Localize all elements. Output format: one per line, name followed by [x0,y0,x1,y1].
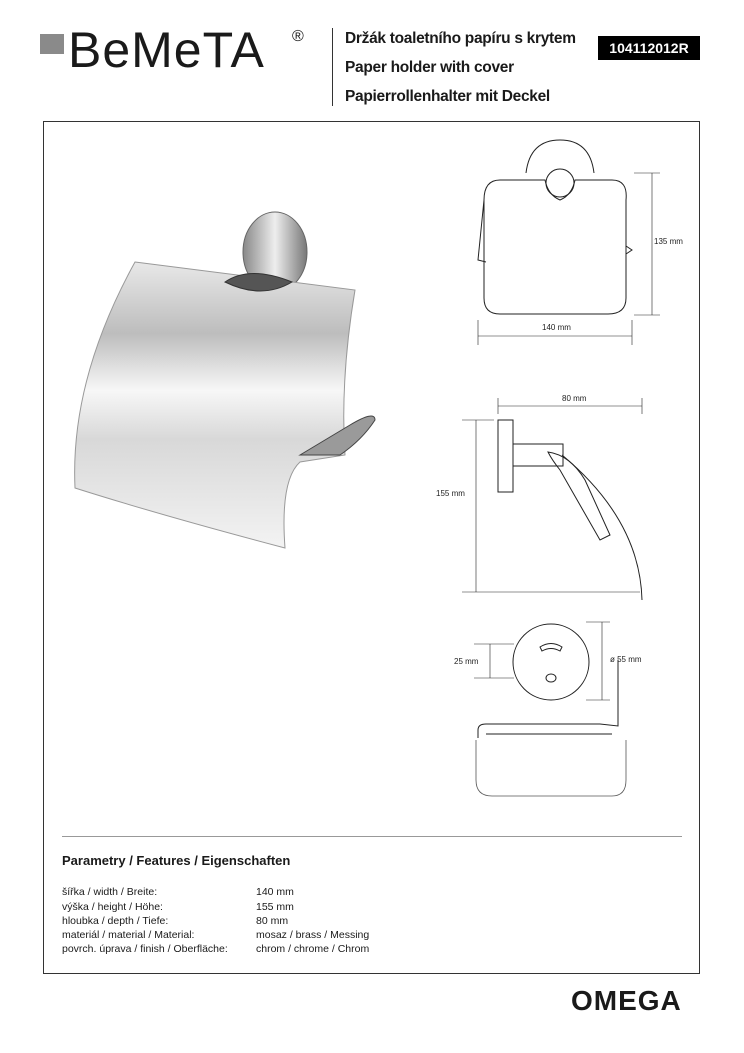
feature-value: mosaz / brass / Messing [256,929,370,941]
logo-mark [40,34,64,54]
product-photo [60,200,400,560]
title-cz: Držák toaletního papíru s krytem [345,30,576,47]
feature-label: hloubka / depth / Tiefe: [62,915,169,927]
feature-label: povrch. úprava / finish / Oberfläche: [62,943,228,955]
feature-label: materiál / material / Material: [62,929,195,941]
feature-label: výška / height / Höhe: [62,901,163,913]
section-divider [62,836,682,837]
features-title: Parametry / Features / Eigenschaften [62,853,291,868]
registered-mark: ® [292,28,304,45]
feature-value: 140 mm [256,886,294,898]
dim-rosette-diameter: ø 55 mm [610,655,642,664]
feature-value: chrom / chrome / Chrom [256,943,370,955]
series-name: OMEGA [571,985,682,1016]
dim-side-depth: 80 mm [562,394,587,403]
title-en: Paper holder with cover [345,59,514,76]
dim-front-height: 135 mm [654,237,683,246]
feature-value: 155 mm [256,901,294,913]
feature-label: šířka / width / Breite: [62,886,158,898]
product-code-badge: 104112012R [598,36,700,60]
title-de: Papierrollenhalter mit Deckel [345,88,550,105]
logo-text: BeMeTA [68,22,265,78]
feature-value: 80 mm [256,915,289,927]
header-divider [332,28,333,106]
dim-top-offset: 25 mm [454,657,479,666]
dim-front-width: 140 mm [542,323,571,332]
dim-side-height: 155 mm [436,489,465,498]
brand-logo [40,24,320,80]
